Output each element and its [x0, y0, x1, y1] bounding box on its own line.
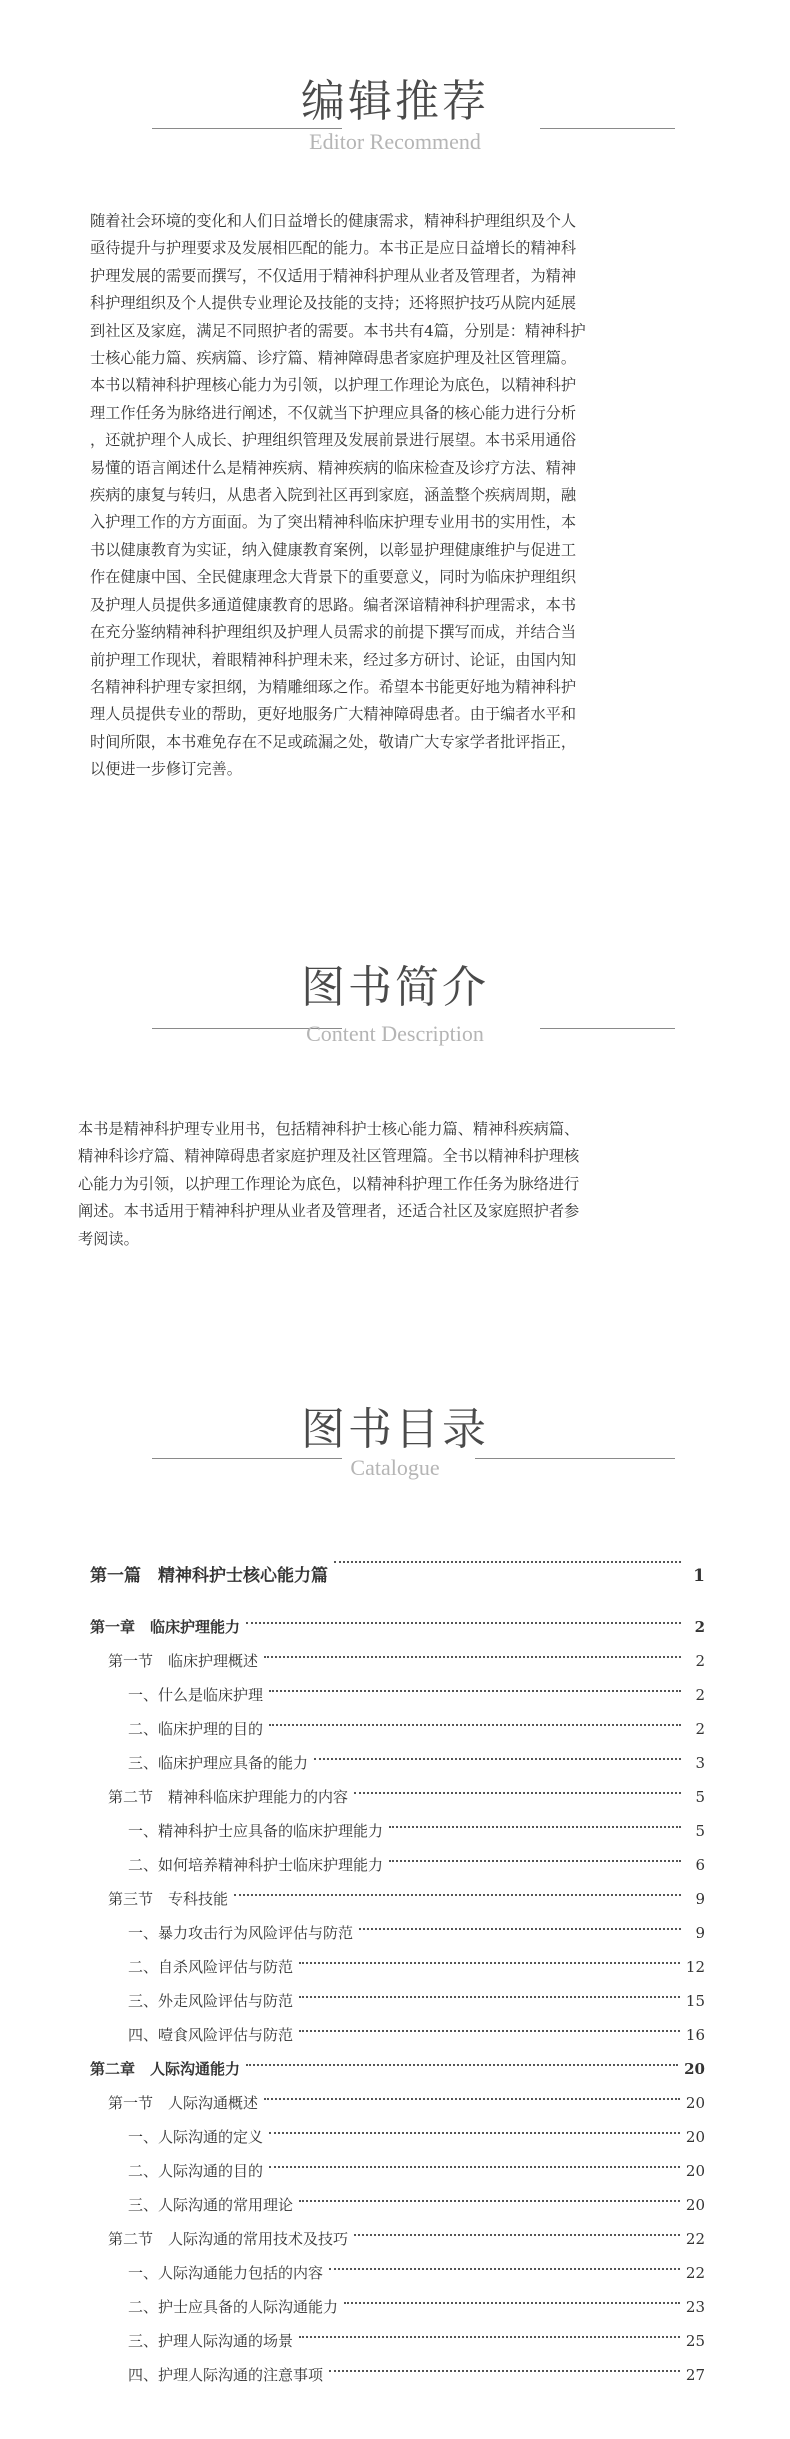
toc-entry-label: 第一节 临床护理概述 — [108, 1652, 259, 1670]
toc-entry-label: 第一节 人际沟通概述 — [108, 2094, 259, 2112]
toc-dot-leader — [299, 1996, 680, 1998]
toc-dot-leader — [299, 2200, 680, 2202]
toc-dot-leader — [299, 1962, 680, 1964]
editor-recommend-subtitle: Editor Recommend — [309, 129, 481, 154]
toc-page-number: 3 — [695, 1754, 705, 1772]
toc-entry-label: 二、人际沟通的目的 — [128, 2162, 264, 2180]
toc-dot-leader — [359, 1928, 681, 1930]
toc-dot-leader — [269, 2132, 680, 2134]
toc-item — [90, 1848, 705, 1882]
toc-dot-leader — [246, 2064, 678, 2066]
toc-section — [90, 2222, 705, 2256]
catalogue-title: 图书目录 — [301, 1404, 489, 1455]
toc-page-number: 2 — [695, 1720, 705, 1738]
toc-section — [90, 1644, 705, 1678]
toc-dot-leader — [344, 2302, 680, 2304]
toc-item — [90, 2358, 705, 2392]
toc-dot-leader — [269, 1724, 681, 1726]
toc-dot-leader — [334, 1561, 681, 1563]
toc-entry-label: 第二节 人际沟通的常用技术及技巧 — [108, 2230, 349, 2248]
content-description-text: 本书是精神科护理专业用书，包括精神科护士核心能力篇、精神科疾病篇、 精神科诊疗篇、精神障碍患者家庭护理及社区管理篇。全书以精神科护理核 心能力为引领，以护理工作理论为底色，以精神科护理工作任务为脉络进行 阐述。本书适用于精神科护理从业者及管理者，还适合社区及家庭照护者参 考阅读。 — [78, 1120, 580, 1248]
toc-dot-leader — [354, 1792, 681, 1794]
toc-item — [90, 1984, 705, 2018]
toc-chapter — [90, 1610, 705, 1644]
toc-item — [90, 2290, 705, 2324]
toc-dot-leader — [389, 1826, 681, 1828]
toc-entry-label: 第二节 精神科临床护理能力的内容 — [108, 1788, 349, 1806]
toc-item — [90, 2188, 705, 2222]
toc-section — [90, 2086, 705, 2120]
toc-page-number: 2 — [694, 1618, 705, 1636]
toc-item — [90, 2120, 705, 2154]
toc-item — [90, 2018, 705, 2052]
toc-section — [90, 1780, 705, 1814]
toc-dot-leader — [299, 2336, 680, 2338]
toc-page-number: 5 — [695, 1788, 705, 1806]
toc-entry-label: 四、护理人际沟通的注意事项 — [128, 2366, 324, 2384]
toc-entry-label: 一、精神科护士应具备的临床护理能力 — [128, 1822, 384, 1840]
toc-entry-label: 一、人际沟通能力包括的内容 — [128, 2264, 324, 2282]
table-of-contents — [90, 1548, 705, 2392]
toc-page-number: 2 — [695, 1686, 705, 1704]
toc-page-number: 27 — [685, 2366, 705, 2384]
toc-entry-label: 第一章 临床护理能力 — [90, 1618, 241, 1636]
toc-page-number: 5 — [695, 1822, 705, 1840]
editor-recommend-title: 编辑推荐 — [301, 76, 489, 127]
editor-recommend-header — [0, 72, 790, 202]
toc-dot-leader — [234, 1894, 681, 1896]
toc-page-number: 6 — [695, 1856, 705, 1874]
toc-entry-label: 第三节 专科技能 — [108, 1890, 229, 1908]
toc-dot-leader — [354, 2234, 680, 2236]
toc-dot-leader — [264, 2098, 680, 2100]
toc-item — [90, 1950, 705, 1984]
content-description-subtitle: Content Description — [306, 1021, 484, 1046]
toc-entry-label: 三、外走风险评估与防范 — [128, 1992, 294, 2010]
toc-item — [90, 1678, 705, 1712]
toc-section — [90, 1882, 705, 1916]
toc-entry-label: 一、人际沟通的定义 — [128, 2128, 264, 2146]
toc-entry-label: 三、护理人际沟通的场景 — [128, 2332, 294, 2350]
toc-dot-leader — [389, 1860, 681, 1862]
toc-page-number: 20 — [685, 2196, 705, 2214]
toc-page-number: 20 — [685, 2162, 705, 2180]
toc-item — [90, 2256, 705, 2290]
toc-part — [90, 1548, 705, 1604]
toc-page-number: 22 — [685, 2230, 705, 2248]
toc-page-number: 25 — [685, 2332, 705, 2350]
toc-dot-leader — [299, 2030, 680, 2032]
toc-dot-leader — [269, 2166, 680, 2168]
catalogue-header — [0, 1400, 790, 1530]
toc-page-number: 12 — [685, 1958, 705, 1976]
toc-page-number: 20 — [685, 2128, 705, 2146]
toc-entry-label: 二、如何培养精神科护士临床护理能力 — [128, 1856, 384, 1874]
toc-entry-label: 四、噎食风险评估与防范 — [128, 2026, 294, 2044]
toc-page-number: 1 — [693, 1566, 705, 1586]
toc-dot-leader — [269, 1690, 681, 1692]
toc-item — [90, 1814, 705, 1848]
toc-dot-leader — [314, 1758, 681, 1760]
catalogue-subtitle: Catalogue — [350, 1455, 440, 1480]
toc-page-number: 22 — [685, 2264, 705, 2282]
toc-item — [90, 1916, 705, 1950]
toc-entry-label: 三、人际沟通的常用理论 — [128, 2196, 294, 2214]
toc-entry-label: 三、临床护理应具备的能力 — [128, 1754, 309, 1772]
toc-page-number: 23 — [685, 2298, 705, 2316]
toc-entry-label: 二、护士应具备的人际沟通能力 — [128, 2298, 339, 2316]
toc-entry-label: 第一篇 精神科护士核心能力篇 — [90, 1566, 328, 1586]
toc-dot-leader — [329, 2268, 680, 2270]
toc-entry-label: 二、自杀风险评估与防范 — [128, 1958, 294, 1976]
editor-recommend-text: 随着社会环境的变化和人们日益增长的健康需求，精神科护理组织及个人 亟待提升与护理要求及发展相匹配的能力。本书正是应日益增长的精神科 护理发展的需要而撰写，不仅适用于精神科护理从业者及管理者，为精神 科护理组织及个人提供专业理论及技能的支持；还将照护技巧从院内延展 到社区及家庭，满足不同照护者的需要。本书共有4篇，分别是：精神科护 士核心能力篇、疾病篇、诊疗篇、精神障碍患者家庭护理及社区管理篇。 本书以精神科护理核心能力为引领，以护理工作理论为底色，以精神科护 理工作任务为脉络进行阐述，不仅就当下护理应具备的核心能力进行分析 ，还就护理个人成长、护理组织管理及发展前景进行展望。本书采用通俗 易懂的语言阐述什么是精神疾病、精神疾病的临床检查及诊疗方法、精神 疾病的康复与转归，从患者入院到社区再到家庭，涵盖整个疾病周期，融 入护理工作的方方面面。为了突出精神科临床护理专业用书的实用性，本 书以健康教育为实证，纳入健康教育案例，以彰显护理健康维护与促进工 作在健康中国、全民健康理念大背景下的重要意义，同时为临床护理组织 及护理人员提供多通道健康教育的思路。编者深谙精神科护理需求，本书 在充分鉴纳精神科护理组织及护理人员需求的前提下撰写而成，并结合当 前护理工作现状，着眼精神科护理未来，经过多方研讨、论证，由国内知 名精神科护理专家担纲，为精雕细琢之作。希望本书能更好地为精神科护 理人员提供专业的帮助，更好地服务广大精神障碍患者。由于编者水平和 时间所限，本书难免存在不足或疏漏之处，敬请广大专家学者批评指正， 以便进一步修订完善。 — [90, 212, 586, 779]
toc-entry-label: 二、临床护理的目的 — [128, 1720, 264, 1738]
toc-entry-label: 第二章 人际沟通能力 — [90, 2060, 241, 2078]
toc-page-number: 2 — [695, 1652, 705, 1670]
toc-item — [90, 2154, 705, 2188]
toc-item — [90, 2324, 705, 2358]
toc-entry-label: 一、什么是临床护理 — [128, 1686, 264, 1704]
toc-entry-label: 一、暴力攻击行为风险评估与防范 — [128, 1924, 354, 1942]
content-description-title: 图书简介 — [301, 962, 489, 1013]
toc-dot-leader — [246, 1622, 681, 1624]
toc-page-number: 9 — [695, 1924, 705, 1942]
toc-page-number: 20 — [684, 2060, 705, 2078]
toc-page-number: 15 — [685, 1992, 705, 2010]
toc-page-number: 9 — [695, 1890, 705, 1908]
toc-page-number: 16 — [685, 2026, 705, 2044]
toc-item — [90, 1712, 705, 1746]
toc-page-number: 20 — [685, 2094, 705, 2112]
toc-chapter — [90, 2052, 705, 2086]
toc-item — [90, 1746, 705, 1780]
toc-dot-leader — [329, 2370, 680, 2372]
toc-dot-leader — [264, 1656, 681, 1658]
content-description-header — [0, 958, 790, 1088]
